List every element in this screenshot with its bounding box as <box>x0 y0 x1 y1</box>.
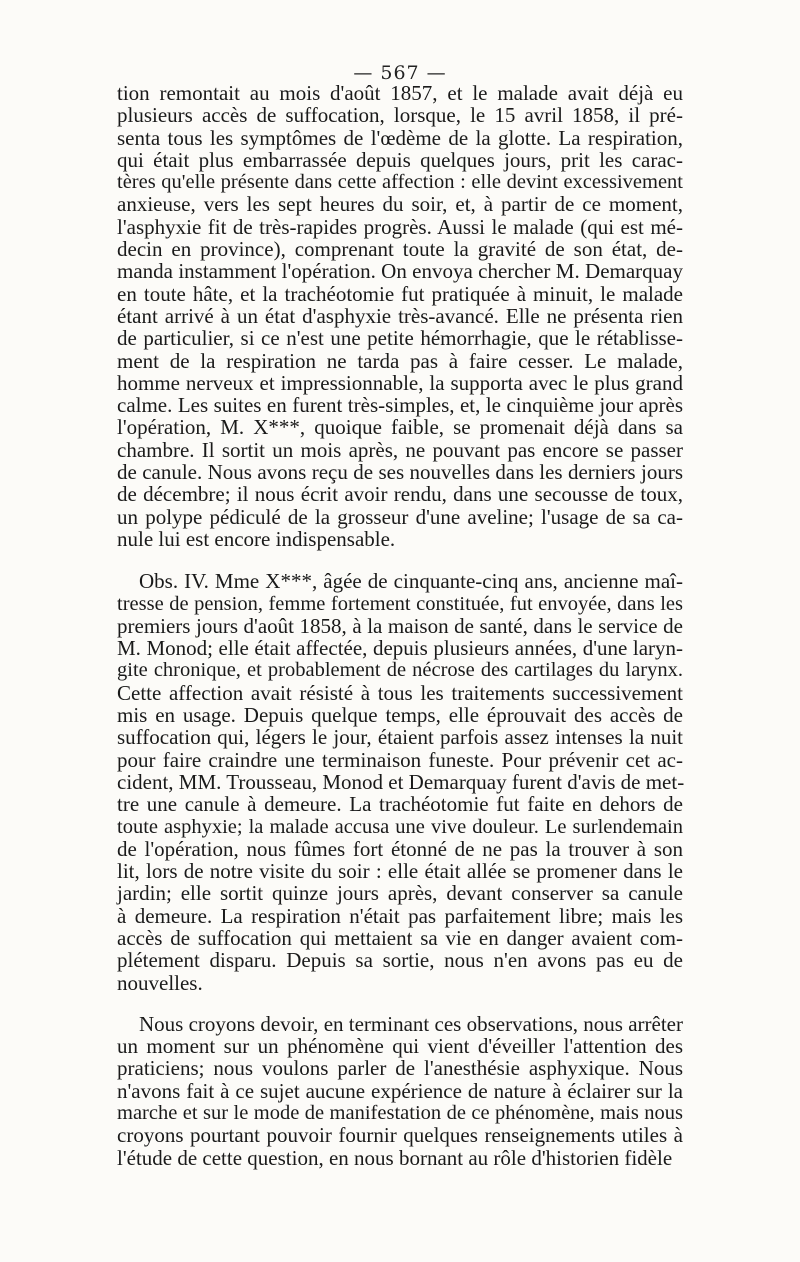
text-line: qui était plus embarrassée depuis quelques jours, prit les carac- <box>117 147 683 172</box>
text-line: Nous croyons devoir, en terminant ces observations, nous arrêter <box>139 1011 683 1036</box>
text-line: lit, lors de notre visite du soir : elle était allée se promener dans le <box>117 859 683 884</box>
text-line: senta tous les symptômes de l'œdème de la glotte. La respiration, <box>117 125 683 150</box>
text-line: pour faire craindre une terminaison funeste. Pour prévenir cet ac- <box>117 747 683 772</box>
paragraph-case-continuation <box>117 82 683 550</box>
text-line: en toute hâte, et la trachéotomie fut pratiquée à minuit, le malade <box>117 281 683 306</box>
text-line: un moment sur un phénomène qui vient d'éveiller l'attention des <box>117 1034 683 1059</box>
text-line: de particulier, si ce n'est une petite hémorrhagie, que le rétablisse- <box>117 326 683 351</box>
text-line: manda instamment l'opération. On envoya chercher M. Demarquay <box>117 259 683 284</box>
text-line: n'avons fait à ce sujet aucune expérience de nature à éclairer sur la <box>117 1078 683 1103</box>
text-line: tion remontait au mois d'août 1857, et le malade avait déjà eu <box>117 81 683 105</box>
text-line: nule lui est encore indispensable. <box>117 526 396 551</box>
text-line: M. Monod; elle était affectée, depuis plusieurs années, d'une laryn- <box>117 636 683 661</box>
page-number: — 567 — <box>353 62 447 84</box>
text-line: un polype pédiculé de la grosseur d'une aveline; l'usage de sa ca- <box>117 504 683 529</box>
text-line: ment de la respiration ne tarda pas à faire cesser. Le malade, <box>117 348 683 373</box>
text-line: tre une canule à demeure. La trachéotomie fut faite en dehors de <box>117 792 683 817</box>
paragraph-anesthesie-asphyxique <box>117 1013 683 1169</box>
text-line: de décembre; il nous écrit avoir rendu, dans une secousse de toux, <box>117 482 683 507</box>
text-line: chambre. Il sortit un mois après, ne pouvant pas encore se passer <box>117 437 683 462</box>
text-line: jardin; elle sortit quinze jours après, devant conserver sa canule <box>117 881 683 906</box>
text-line: mis en usage. Depuis quelque temps, elle éprouvait des accès de <box>117 703 683 728</box>
text-line: Obs. IV. Mme X***, âgée de cinquante-cinq ans, ancienne maî- <box>139 569 683 594</box>
text-line: decin en province), comprenant toute la gravité de son état, de- <box>117 237 683 262</box>
text-line: étant arrivé à un état d'asphyxie très-avancé. Elle ne présenta rien <box>117 303 683 328</box>
text-line: l'étude de cette question, en nous bornant au rôle d'historien fidèle <box>117 1145 673 1170</box>
text-line: suffocation qui, légers le jour, étaient parfois assez intenses la nuit <box>117 725 683 750</box>
text-line: praticiens; nous voulons parler de l'anesthésie asphyxique. Nous <box>117 1056 683 1081</box>
text-line: marche et sur le mode de manifestation de ce phénomène, mais nous <box>117 1102 683 1125</box>
text-line: de canule. Nous avons reçu de ses nouvelles dans les derniers jours <box>117 460 683 485</box>
text-line: nouvelles. <box>117 970 203 995</box>
text-line: toute asphyxie; la malade accusa une vive douleur. Le surlendemain <box>117 815 683 838</box>
text-line: de l'opération, nous fûmes fort étonné de ne pas la trouver à son <box>117 836 683 861</box>
text-line: Cette affection avait résisté à tous les traitements successivement <box>117 680 683 705</box>
text-line: tères qu'elle présente dans cette affection : elle devint excessivement <box>117 171 683 194</box>
paragraph-observation-iv <box>117 570 683 994</box>
text-line: l'asphyxie fit de très-rapides progrès. Aussi le malade (qui est mé- <box>117 214 683 239</box>
text-line: l'opération, M. X***, quoique faible, se promenait déjà dans sa <box>117 415 683 440</box>
text-line: anxieuse, vers les sept heures du soir, et, à partir de ce moment, <box>117 192 683 217</box>
text-line: croyons pourtant pouvoir fournir quelques renseignements utiles à <box>117 1123 683 1148</box>
text-line: tresse de pension, femme fortement constituée, fut envoyée, dans les <box>117 592 683 615</box>
text-line: plusieurs accès de suffocation, lorsque, le 15 avril 1858, il pré- <box>117 103 683 128</box>
text-line: calme. Les suites en furent très-simples, et, le cinquième jour après <box>117 393 683 418</box>
text-line: accès de suffocation qui mettaient sa vie en danger avaient com- <box>117 925 683 950</box>
body-text <box>117 82 683 1169</box>
text-line: homme nerveux et impressionnable, la supporta avec le plus grand <box>117 370 683 395</box>
text-line: premiers jours d'août 1858, à la maison de santé, dans le service de <box>117 613 683 638</box>
text-line: plétement disparu. Depuis sa sortie, nous n'en avons pas eu de <box>117 948 683 973</box>
text-line: gite chronique, et probablement de nécrose des cartilages du larynx. <box>117 659 683 682</box>
text-line: à demeure. La respiration n'était pas parfaitement libre; mais les <box>117 903 683 928</box>
text-line: cident, MM. Trousseau, Monod et Demarquay furent d'avis de met- <box>117 769 685 794</box>
